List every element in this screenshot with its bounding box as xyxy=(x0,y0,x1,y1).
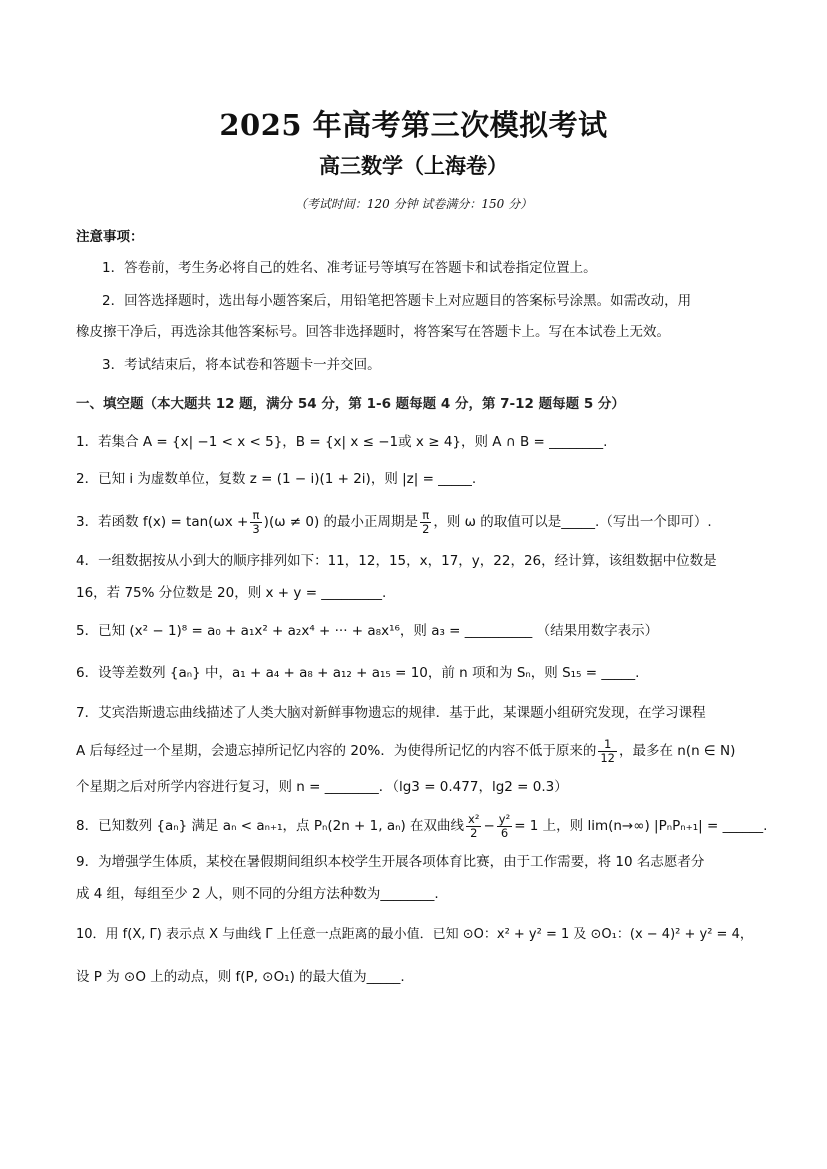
question-7-line-2-prefix: A 后每经过一个星期，会遗忘掉所记忆内容的 20%．为使得所记忆的内容不低于原来的 xyxy=(76,743,597,759)
fraction-numerator: π xyxy=(420,509,431,523)
fraction-denominator: 3 xyxy=(252,521,260,536)
question-7-line-2 xyxy=(76,734,735,768)
question-3-middle: )(ω ≠ 0) 的最小正周期是 xyxy=(263,514,419,530)
fraction-numerator: π xyxy=(250,509,261,523)
question-6: 6．设等差数列 {aₙ} 中，a₁ + a₄ + a₈ + a₁₂ + a₁₅ = 10，前 n 项和为 Sₙ，则 S₁₅ = _____. xyxy=(76,665,640,681)
question-5: 5．已知 (x² − 1)⁸ = a₀ + a₁x² + a₂x⁴ + ··· + a₈x¹⁶，则 a₃ = __________ （结果用数字表示） xyxy=(76,623,659,639)
question-9-line-2: 成 4 组，每组至少 2 人，则不同的分组方法种数为________. xyxy=(76,886,439,902)
fraction-numerator: 1 xyxy=(598,738,617,752)
question-3-prefix: 3．若函数 f(x) = tan(ωx + xyxy=(76,514,249,530)
question-1: 1．若集合 A = {x| −1 < x < 5}，B = {x| x ≤ −1或 x ≥ 4}，则 A ∩ B = ________. xyxy=(76,434,608,450)
question-8-fraction-1 xyxy=(466,813,481,840)
question-4-line-1: 4．一组数据按从小到大的顺序排列如下：11，12，15，x，17，y，22，26，经计算，该组数据中位数是 xyxy=(76,553,717,569)
notice-item-2-line-1: 2．回答选择题时，选出每小题答案后，用铅笔把答题卡上对应题目的答案标号涂黑。如需改动，用 xyxy=(102,293,692,309)
fraction-denominator: 2 xyxy=(422,521,430,536)
question-7-line-3: 个星期之后对所学内容进行复习，则 n = ________．（lg3 = 0.477，lg2 = 0.3） xyxy=(76,779,568,795)
question-4-line-2: 16，若 75% 分位数是 20，则 x + y = _________. xyxy=(76,585,387,601)
question-10-line-1: 10．用 f(X, Γ) 表示点 X 与曲线 Γ 上任意一点距离的最小值．已知 ⊙O：x² + y² = 1 及 ⊙O₁：(x − 4)² + y² = 4， xyxy=(76,927,753,942)
question-3 xyxy=(76,505,712,539)
question-3-fraction-1 xyxy=(250,509,261,536)
question-3-fraction-2 xyxy=(420,509,431,536)
question-8-prefix: 8．已知数列 {aₙ} 满足 aₙ < aₙ₊₁，点 Pₙ(2n + 1, aₙ) 在双曲线 xyxy=(76,818,465,834)
notice-item-1: 1．答卷前，考生务必将自己的姓名、准考证号等填写在答题卡和试卷指定位置上。 xyxy=(102,260,597,276)
page-title: 2025 年高考第三次模拟考试 xyxy=(219,108,608,142)
notice-item-2-line-2: 橡皮擦干净后，再选涂其他答案标号。回答非选择题时，将答案写在答题卡上。写在本试卷上无效。 xyxy=(76,324,670,340)
fraction-denominator: 6 xyxy=(500,825,509,840)
section-heading: 一、填空题（本大题共 12 题，满分 54 分，第 1-6 题每题 4 分，第 7-12 题每题 5 分） xyxy=(76,396,625,412)
notice-heading: 注意事项： xyxy=(76,229,144,245)
exam-info: （考试时间：120 分钟 试卷满分：150 分） xyxy=(294,197,533,211)
question-8-fraction-2 xyxy=(497,813,512,840)
notice-item-3: 3．考试结束后，将本试卷和答题卡一并交回。 xyxy=(102,357,381,373)
question-7-line-1: 7．艾宾浩斯遗忘曲线描述了人类大脑对新鲜事物遗忘的规律．基于此，某课题小组研究发现，在学习课程 xyxy=(76,705,706,721)
question-10-line-2: 设 P 为 ⊙O 上的动点，则 f(P, ⊙O₁) 的最大值为_____. xyxy=(76,969,405,985)
fraction-numerator: x² xyxy=(468,811,480,826)
question-7-line-2-suffix: ，最多在 n(n ∈ N) xyxy=(618,743,736,759)
question-8 xyxy=(76,809,767,843)
page-subtitle: 高三数学（上海卷） xyxy=(319,153,508,178)
question-7-fraction xyxy=(598,738,617,765)
question-3-suffix: ，则 ω 的取值可以是_____.（写出一个即可）. xyxy=(433,514,712,530)
question-8-middle: − xyxy=(483,818,495,834)
fraction-numerator: y² xyxy=(498,811,511,826)
fraction-denominator: 2 xyxy=(470,825,478,840)
question-8-suffix: = 1 上，则 lim(n→∞) |PₙPₙ₊₁| = ______. xyxy=(514,818,768,834)
fraction-denominator: 12 xyxy=(600,750,615,765)
question-9-line-1: 9．为增强学生体质，某校在暑假期间组织本校学生开展各项体育比赛，由于工作需要，将 10 名志愿者分 xyxy=(76,854,705,870)
question-2: 2．已知 i 为虚数单位，复数 z = (1 − i)(1 + 2i)，则 |z| = _____. xyxy=(76,471,477,487)
